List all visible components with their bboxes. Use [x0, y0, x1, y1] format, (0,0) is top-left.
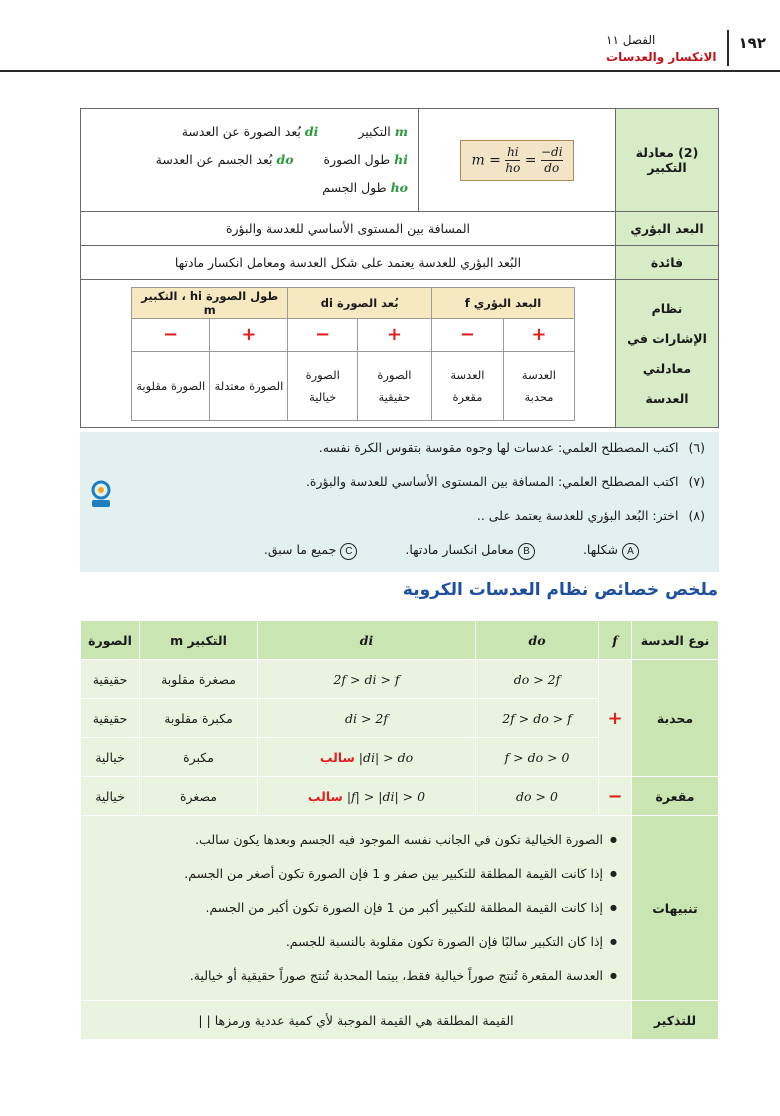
magnification-value: مكبرة مقلوبة: [140, 699, 258, 738]
do-condition: do > 2f: [476, 660, 599, 699]
page-number: ١٩٢: [738, 34, 766, 52]
header-lens-type: نوع العدسة: [632, 621, 719, 660]
sign-type: الصورة خيالية: [288, 351, 357, 420]
focal-length-row: [81, 212, 719, 246]
benefit-label: فائدة: [616, 246, 719, 280]
header-magnification: التكبير m: [140, 621, 258, 660]
magnification-equation-cell: [419, 109, 616, 212]
note-item: ● إذا كانت القيمة المطلقة للتكبير بين صفر و 1 فإن الصورة تكون أصغر من الجسم.: [82, 857, 603, 891]
di-condition: di > 2f: [258, 699, 476, 738]
magnification-label: (2) معادلة التكبير: [616, 109, 719, 212]
sign-header-focal: البعد البؤري f: [431, 287, 574, 318]
focal-length-label: البعد البؤري: [616, 212, 719, 246]
di-condition: 2f > di > f: [258, 660, 476, 699]
questions-panel: [80, 432, 719, 572]
sign-plus: +: [357, 318, 431, 351]
sign-minus: −: [288, 318, 357, 351]
reminder-text: القيمة المطلقة هي القيمة الموجبة لأي كمية عددية ورمزها | |: [81, 1001, 632, 1040]
benefit-text: البُعد البؤري للعدسة يعتمد على شكل العدسة ومعامل انكسار مادتها: [81, 246, 616, 280]
notes-label: تنبيهات: [632, 816, 719, 1001]
sign-header-image-height: طول الصورة hi ، التكبير m: [132, 287, 288, 318]
quiz-icon: [88, 480, 114, 510]
reminder-label: للتذكير: [632, 1001, 719, 1040]
di-condition: |f| > |di| > 0 سالب: [258, 777, 476, 816]
do-condition: 2f > do > f: [476, 699, 599, 738]
header-divider: [727, 30, 729, 66]
magnification-value: مصغرة: [140, 777, 258, 816]
sign-plus: +: [503, 318, 574, 351]
image-type: حقيقية: [81, 699, 140, 738]
header-f: f: [599, 621, 632, 660]
di-condition: |di| > do سالب: [258, 738, 476, 777]
magnification-row: [81, 109, 719, 212]
question-8: (٨)اختر: البُعد البؤري للعدسة يعتمد على ..: [476, 508, 705, 523]
header-image: الصورة: [81, 621, 140, 660]
sign-type: العدسة محدبة: [503, 351, 574, 420]
note-item: ● إذا كانت القيمة المطلقة للتكبير أكبر من 1 فإن الصورة تكون أكبر من الجسم.: [82, 891, 603, 925]
magnification-value: مصغرة مقلوبة: [140, 660, 258, 699]
concave-label: مقعرة: [632, 777, 719, 816]
notes-row: [81, 816, 719, 1001]
notes-list: [81, 816, 632, 1001]
section-title: ملخص خصائص نظام العدسات الكروية: [402, 580, 718, 600]
concave-sign: −: [599, 777, 632, 816]
lens-info-table: [80, 108, 719, 428]
sign-convention-table: [131, 287, 575, 421]
table-row: [81, 660, 719, 699]
note-item: ● العدسة المقعرة تُنتج صوراً خيالية فقط، بينما المحدبة تُنتج صوراً حقيقية أو خيالية.: [82, 959, 603, 993]
magnification-legend: m التكبير di بُعد الصورة عن العدسة hi طول الصورة do بُعد الجسم عن العدسة ho طول الجسم: [81, 109, 419, 212]
sign-minus: −: [132, 318, 210, 351]
focal-length-definition: المسافة بين المستوى الأساسي للعدسة والبؤرة: [81, 212, 616, 246]
sign-type: الصورة حقيقية: [357, 351, 431, 420]
page-header: [606, 30, 766, 70]
image-type: خيالية: [81, 777, 140, 816]
chapter-subtitle: الانكسار والعدسات: [606, 50, 717, 64]
do-condition: f > do > 0: [476, 738, 599, 777]
sign-type: الصورة مقلوبة: [132, 351, 210, 420]
summary-header-row: [81, 621, 719, 660]
magnification-equation: m = $\frac{hi}{ho}$ = $\frac{-di}{do}$: [460, 140, 573, 181]
header-di: di: [258, 621, 476, 660]
option-b[interactable]: Bمعامل انكسار مادتها.: [405, 542, 535, 560]
sign-type: العدسة مقعرة: [431, 351, 503, 420]
reminder-row: [81, 1001, 719, 1040]
note-item: ● الصورة الخيالية تكون في الجانب نفسه الموجود فيه الجسم وبعدها يكون سالب.: [82, 823, 603, 857]
note-item: ● إذا كان التكبير سالبًا فإن الصورة تكون مقلوبة بالنسبة للجسم.: [82, 925, 603, 959]
option-a[interactable]: Aشكلها.: [583, 542, 639, 560]
chapter-title: الفصل ١١: [606, 33, 656, 47]
question-8-options: [264, 542, 639, 560]
convex-label: محدبة: [632, 660, 719, 777]
sign-plus: +: [210, 318, 288, 351]
sign-minus: −: [431, 318, 503, 351]
header-rule: [0, 70, 780, 72]
option-c[interactable]: Cجميع ما سبق.: [264, 542, 357, 560]
magnification-value: مكبرة: [140, 738, 258, 777]
header-do: do: [476, 621, 599, 660]
spherical-lens-summary-table: [80, 620, 719, 1040]
sign-convention-label: نظام الإشارات في معادلتي العدسة: [616, 280, 719, 428]
image-type: حقيقية: [81, 660, 140, 699]
question-6: (٦)اكتب المصطلح العلمي: عدسات لها وجوه مقوسة بتقوس الكرة نفسه.: [318, 440, 705, 455]
question-7: (٧)اكتب المصطلح العلمي: المسافة بين المستوى الأساسي للعدسة والبؤرة.: [305, 474, 705, 489]
table-row: [81, 777, 719, 816]
sign-type: الصورة معتدلة: [210, 351, 288, 420]
sign-header-image-distance: بُعد الصورة di: [288, 287, 431, 318]
sign-convention-row: [81, 280, 719, 428]
convex-sign: +: [599, 660, 632, 777]
benefit-row: [81, 246, 719, 280]
do-condition: do > 0: [476, 777, 599, 816]
image-type: خيالية: [81, 738, 140, 777]
